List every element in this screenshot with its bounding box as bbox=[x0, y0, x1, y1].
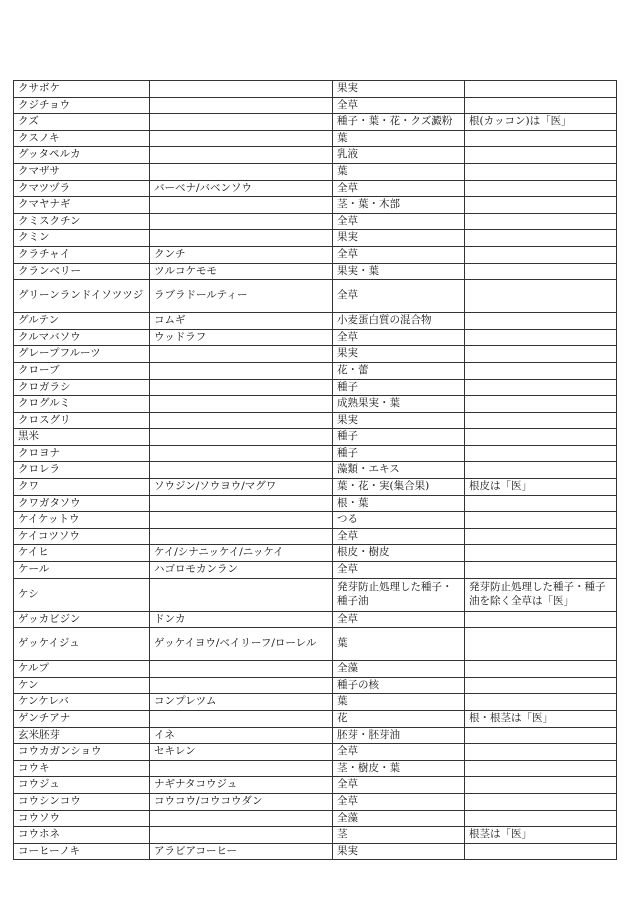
alias-cell bbox=[150, 114, 333, 131]
part-cell: 全草 bbox=[333, 528, 465, 545]
table-row bbox=[14, 611, 617, 628]
herb-name-cell: クマツヅラ bbox=[14, 180, 150, 197]
herb-name-cell: クルマバソウ bbox=[14, 329, 150, 346]
alias-cell bbox=[150, 827, 333, 844]
table-row bbox=[14, 462, 617, 479]
note-cell bbox=[465, 81, 617, 98]
herb-name-cell: クワ bbox=[14, 479, 150, 496]
table-row bbox=[14, 445, 617, 462]
part-cell: 全草 bbox=[333, 562, 465, 579]
note-cell bbox=[465, 246, 617, 263]
note-cell bbox=[465, 180, 617, 197]
alias-cell: ラブラドールティー bbox=[150, 280, 333, 313]
table-row bbox=[14, 81, 617, 98]
note-cell: 発芽防止処理した種子・種子油を除く全草は「医」 bbox=[465, 578, 617, 611]
alias-cell bbox=[150, 81, 333, 98]
part-cell: 葉 bbox=[333, 694, 465, 711]
alias-cell bbox=[150, 711, 333, 728]
note-cell bbox=[465, 462, 617, 479]
herb-name-cell: コウソウ bbox=[14, 810, 150, 827]
table-row bbox=[14, 313, 617, 330]
note-cell bbox=[465, 97, 617, 114]
table-row bbox=[14, 810, 617, 827]
alias-cell: コムギ bbox=[150, 313, 333, 330]
table-row bbox=[14, 412, 617, 429]
table-row bbox=[14, 396, 617, 413]
note-cell bbox=[465, 677, 617, 694]
alias-cell bbox=[150, 362, 333, 379]
herb-name-cell: クミスクチン bbox=[14, 213, 150, 230]
part-cell: 葉 bbox=[333, 163, 465, 180]
herb-name-cell: ケシ bbox=[14, 578, 150, 611]
herb-name-cell: グレープフルーツ bbox=[14, 346, 150, 363]
table-row bbox=[14, 677, 617, 694]
part-cell: 全草 bbox=[333, 793, 465, 810]
herb-name-cell: グルテン bbox=[14, 313, 150, 330]
note-cell bbox=[465, 346, 617, 363]
alias-cell: イネ bbox=[150, 727, 333, 744]
part-cell: 全草 bbox=[333, 180, 465, 197]
herb-name-cell: クラチャイ bbox=[14, 246, 150, 263]
part-cell: 発芽防止処理した種子・種子油 bbox=[333, 578, 465, 611]
table-row bbox=[14, 114, 617, 131]
note-cell bbox=[465, 379, 617, 396]
alias-cell bbox=[150, 528, 333, 545]
alias-cell: ゲッケイヨウ/ベイリーフ/ローレル bbox=[150, 628, 333, 661]
herb-name-cell: クランベリー bbox=[14, 263, 150, 280]
table-row bbox=[14, 760, 617, 777]
table-row bbox=[14, 180, 617, 197]
note-cell bbox=[465, 777, 617, 794]
note-cell bbox=[465, 512, 617, 529]
herb-name-cell: ゲンチアナ bbox=[14, 711, 150, 728]
part-cell: 藻類・エキス bbox=[333, 462, 465, 479]
part-cell: 果実 bbox=[333, 346, 465, 363]
note-cell bbox=[465, 843, 617, 860]
table-row bbox=[14, 280, 617, 313]
herb-name-cell: ケイコツソウ bbox=[14, 528, 150, 545]
part-cell: 花・蕾 bbox=[333, 362, 465, 379]
table-row bbox=[14, 777, 617, 794]
table-row bbox=[14, 512, 617, 529]
herb-name-cell: ケイケットウ bbox=[14, 512, 150, 529]
part-cell: 成熟果実・葉 bbox=[333, 396, 465, 413]
part-cell: 全草 bbox=[333, 246, 465, 263]
alias-cell bbox=[150, 213, 333, 230]
note-cell bbox=[465, 495, 617, 512]
herb-name-cell: グリーンランドイソツツジ bbox=[14, 280, 150, 313]
herb-name-cell: ケルプ bbox=[14, 661, 150, 678]
table-row bbox=[14, 147, 617, 164]
note-cell bbox=[465, 396, 617, 413]
part-cell: 果実 bbox=[333, 412, 465, 429]
herb-name-cell: 玄米胚芽 bbox=[14, 727, 150, 744]
part-cell: 茎・樹皮・葉 bbox=[333, 760, 465, 777]
note-cell bbox=[465, 213, 617, 230]
herb-name-cell: ゲッカビジン bbox=[14, 611, 150, 628]
note-cell bbox=[465, 280, 617, 313]
herb-name-cell: コウキ bbox=[14, 760, 150, 777]
table-row bbox=[14, 827, 617, 844]
alias-cell bbox=[150, 197, 333, 214]
alias-cell: コンプレツム bbox=[150, 694, 333, 711]
part-cell: 果実 bbox=[333, 81, 465, 98]
part-cell: 根・葉 bbox=[333, 495, 465, 512]
alias-cell bbox=[150, 379, 333, 396]
note-cell bbox=[465, 445, 617, 462]
part-cell: 果実 bbox=[333, 843, 465, 860]
note-cell bbox=[465, 230, 617, 247]
herb-name-cell: クジチョウ bbox=[14, 97, 150, 114]
part-cell: 全草 bbox=[333, 280, 465, 313]
part-cell: 胚芽・胚芽油 bbox=[333, 727, 465, 744]
herb-name-cell: コウシンコウ bbox=[14, 793, 150, 810]
table-row bbox=[14, 711, 617, 728]
alias-cell bbox=[150, 396, 333, 413]
herb-name-cell: クミン bbox=[14, 230, 150, 247]
note-cell bbox=[465, 147, 617, 164]
alias-cell: ウッドラフ bbox=[150, 329, 333, 346]
table-row bbox=[14, 495, 617, 512]
part-cell: 種子 bbox=[333, 445, 465, 462]
table-row bbox=[14, 362, 617, 379]
part-cell: 全草 bbox=[333, 744, 465, 761]
note-cell bbox=[465, 412, 617, 429]
alias-cell bbox=[150, 147, 333, 164]
note-cell bbox=[465, 545, 617, 562]
alias-cell bbox=[150, 512, 333, 529]
table-row bbox=[14, 346, 617, 363]
table-row bbox=[14, 163, 617, 180]
table-row bbox=[14, 562, 617, 579]
alias-cell: ソウジン/ソウヨウ/マグワ bbox=[150, 479, 333, 496]
part-cell: 全草 bbox=[333, 97, 465, 114]
note-cell bbox=[465, 263, 617, 280]
alias-cell bbox=[150, 130, 333, 147]
note-cell bbox=[465, 562, 617, 579]
part-cell: 全草 bbox=[333, 213, 465, 230]
note-cell bbox=[465, 528, 617, 545]
note-cell bbox=[465, 313, 617, 330]
herb-name-cell: コウジュ bbox=[14, 777, 150, 794]
alias-cell bbox=[150, 412, 333, 429]
part-cell: 全草 bbox=[333, 611, 465, 628]
table-row bbox=[14, 130, 617, 147]
alias-cell bbox=[150, 760, 333, 777]
herb-name-cell: 黒米 bbox=[14, 429, 150, 446]
alias-cell bbox=[150, 346, 333, 363]
part-cell: 全藻 bbox=[333, 810, 465, 827]
part-cell: 種子 bbox=[333, 379, 465, 396]
note-cell: 根(カッコン)は「医」 bbox=[465, 114, 617, 131]
part-cell: 根皮・樹皮 bbox=[333, 545, 465, 562]
note-cell bbox=[465, 628, 617, 661]
table-row bbox=[14, 197, 617, 214]
table-row bbox=[14, 429, 617, 446]
note-cell bbox=[465, 429, 617, 446]
herb-name-cell: クサボケ bbox=[14, 81, 150, 98]
table-row bbox=[14, 661, 617, 678]
note-cell bbox=[465, 130, 617, 147]
table-row bbox=[14, 727, 617, 744]
herb-table bbox=[13, 80, 617, 860]
table-row bbox=[14, 628, 617, 661]
table-row bbox=[14, 379, 617, 396]
alias-cell bbox=[150, 462, 333, 479]
table-row bbox=[14, 246, 617, 263]
table-row bbox=[14, 97, 617, 114]
table-row bbox=[14, 578, 617, 611]
herb-name-cell: ケン bbox=[14, 677, 150, 694]
table-row bbox=[14, 843, 617, 860]
part-cell: 葉・花・実(集合果) bbox=[333, 479, 465, 496]
alias-cell: ドンカ bbox=[150, 611, 333, 628]
part-cell: つる bbox=[333, 512, 465, 529]
alias-cell bbox=[150, 661, 333, 678]
part-cell: 果実 bbox=[333, 230, 465, 247]
herb-name-cell: クログルミ bbox=[14, 396, 150, 413]
part-cell: 花 bbox=[333, 711, 465, 728]
part-cell: 茎 bbox=[333, 827, 465, 844]
alias-cell: ナギナタコウジュ bbox=[150, 777, 333, 794]
part-cell: 果実・葉 bbox=[333, 263, 465, 280]
note-cell bbox=[465, 810, 617, 827]
note-cell bbox=[465, 760, 617, 777]
note-cell bbox=[465, 727, 617, 744]
alias-cell bbox=[150, 230, 333, 247]
part-cell: 種子の核 bbox=[333, 677, 465, 694]
part-cell: 種子 bbox=[333, 429, 465, 446]
note-cell bbox=[465, 197, 617, 214]
alias-cell: ハゴロモカンラン bbox=[150, 562, 333, 579]
note-cell bbox=[465, 661, 617, 678]
herb-table-body bbox=[14, 81, 617, 860]
part-cell: 乳液 bbox=[333, 147, 465, 164]
herb-name-cell: クロスグリ bbox=[14, 412, 150, 429]
herb-name-cell: クロレラ bbox=[14, 462, 150, 479]
herb-name-cell: クローブ bbox=[14, 362, 150, 379]
alias-cell: ツルコケモモ bbox=[150, 263, 333, 280]
alias-cell bbox=[150, 810, 333, 827]
herb-name-cell: ケイヒ bbox=[14, 545, 150, 562]
herb-name-cell: クワガタソウ bbox=[14, 495, 150, 512]
herb-name-cell: コーヒーノキ bbox=[14, 843, 150, 860]
alias-cell: アラビアコーヒー bbox=[150, 843, 333, 860]
note-cell bbox=[465, 744, 617, 761]
alias-cell: クンチ bbox=[150, 246, 333, 263]
note-cell: 根皮は「医」 bbox=[465, 479, 617, 496]
alias-cell bbox=[150, 495, 333, 512]
table-row bbox=[14, 545, 617, 562]
herb-name-cell: ゲッケイジュ bbox=[14, 628, 150, 661]
table-row bbox=[14, 744, 617, 761]
herb-name-cell: コウカガンショウ bbox=[14, 744, 150, 761]
note-cell bbox=[465, 163, 617, 180]
note-cell bbox=[465, 611, 617, 628]
herb-name-cell: クマザサ bbox=[14, 163, 150, 180]
note-cell bbox=[465, 694, 617, 711]
part-cell: 全草 bbox=[333, 777, 465, 794]
alias-cell bbox=[150, 97, 333, 114]
table-row bbox=[14, 263, 617, 280]
part-cell: 葉 bbox=[333, 130, 465, 147]
table-row bbox=[14, 793, 617, 810]
herb-name-cell: クマヤナギ bbox=[14, 197, 150, 214]
herb-name-cell: グッタペルカ bbox=[14, 147, 150, 164]
alias-cell: バーベナ/バベンソウ bbox=[150, 180, 333, 197]
alias-cell: ケイ/シナニッケイ/ニッケイ bbox=[150, 545, 333, 562]
note-cell: 根茎は「医」 bbox=[465, 827, 617, 844]
alias-cell bbox=[150, 677, 333, 694]
note-cell bbox=[465, 362, 617, 379]
part-cell: 葉 bbox=[333, 628, 465, 661]
alias-cell bbox=[150, 445, 333, 462]
part-cell: 種子・葉・花・クズ澱粉 bbox=[333, 114, 465, 131]
herb-name-cell: コウホネ bbox=[14, 827, 150, 844]
table-row bbox=[14, 528, 617, 545]
herb-name-cell: クロヨナ bbox=[14, 445, 150, 462]
part-cell: 全草 bbox=[333, 329, 465, 346]
herb-name-cell: ケンケレバ bbox=[14, 694, 150, 711]
alias-cell: セキレン bbox=[150, 744, 333, 761]
part-cell: 茎・葉・木部 bbox=[333, 197, 465, 214]
herb-name-cell: ケール bbox=[14, 562, 150, 579]
note-cell: 根・根茎は「医」 bbox=[465, 711, 617, 728]
table-row bbox=[14, 329, 617, 346]
table-row bbox=[14, 479, 617, 496]
herb-name-cell: クロガラシ bbox=[14, 379, 150, 396]
alias-cell bbox=[150, 163, 333, 180]
alias-cell bbox=[150, 429, 333, 446]
alias-cell: コウコウ/コウコウダン bbox=[150, 793, 333, 810]
table-row bbox=[14, 694, 617, 711]
table-row bbox=[14, 213, 617, 230]
table-row bbox=[14, 230, 617, 247]
note-cell bbox=[465, 793, 617, 810]
part-cell: 小麦蛋白質の混合物 bbox=[333, 313, 465, 330]
alias-cell bbox=[150, 578, 333, 611]
herb-name-cell: クスノキ bbox=[14, 130, 150, 147]
part-cell: 全藻 bbox=[333, 661, 465, 678]
note-cell bbox=[465, 329, 617, 346]
herb-name-cell: クズ bbox=[14, 114, 150, 131]
